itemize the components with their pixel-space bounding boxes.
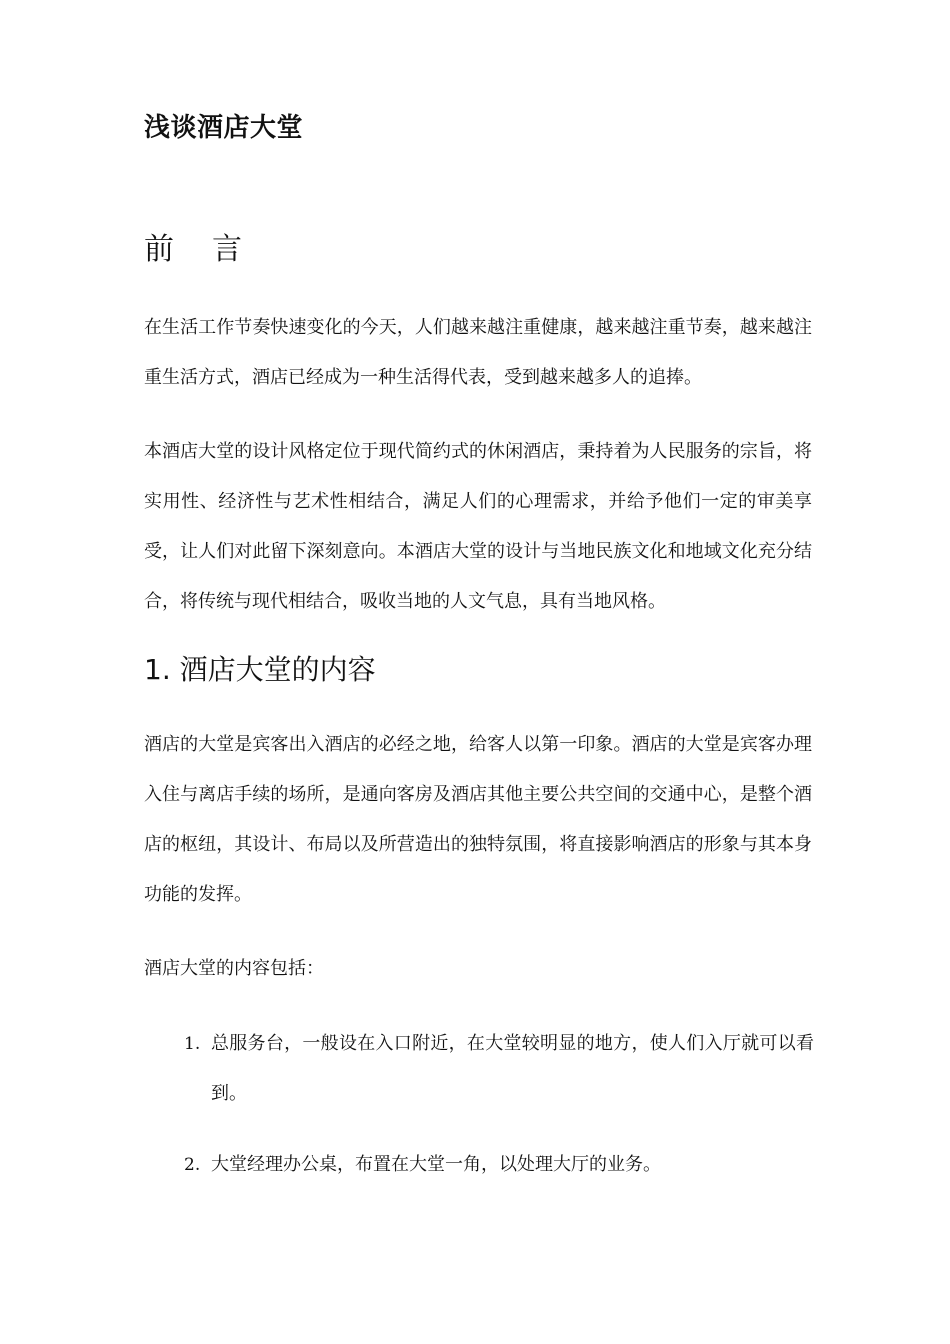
preface-heading-char-1: 前 [144,232,174,267]
list-item-number: 1. [184,1034,201,1054]
preface-heading [144,228,242,272]
section-1-paragraph-1: 酒店的大堂是宾客出入酒店的必经之地，给客人以第一印象。酒店的大堂是宾客办理入住与离店手续的场所，是通向客房及酒店其他主要公共空间的交通中心，是整个酒店的枢纽，其设计、布局以及所营造出的独特氛围，将直接影响酒店的形象与其本身功能的发挥。 [144,734,812,905]
list-item-1 [184,1019,814,1119]
list-item-text: 大堂经理办公桌，布置在大堂一角，以处理大厅的业务。 [211,1154,661,1175]
document-title: 浅谈酒店大堂 [144,113,304,143]
preface-paragraph-2: 本酒店大堂的设计风格定位于现代简约式的休闲酒店，秉持着为人民服务的宗旨，将实用性、经济性与艺术性相结合，满足人们的心理需求，并给予他们一定的审美享受，让人们对此留下深刻意向。本酒店大堂的设计与当地民族文化和地域文化充分结合，将传统与现代相结合，吸收当地的人文气息，具有当地风格。 [144,441,812,612]
preface-paragraph-1: 在生活工作节奏快速变化的今天，人们越来越注重健康，越来越注重节奏，越来越注重生活方式，酒店已经成为一种生活得代表，受到越来越多人的追捧。 [144,317,812,388]
list-item-text: 总服务台，一般设在入口附近，在大堂较明显的地方，使人们入厅就可以看到。 [211,1033,814,1104]
preface-heading-char-2: 言 [212,232,242,267]
section-1-paragraph-2: 酒店大堂的内容包括： [144,958,324,979]
list-item-2 [184,1140,814,1190]
list-item-number: 2. [184,1155,201,1175]
section-1-heading: 1. 酒店大堂的内容 [144,653,376,686]
